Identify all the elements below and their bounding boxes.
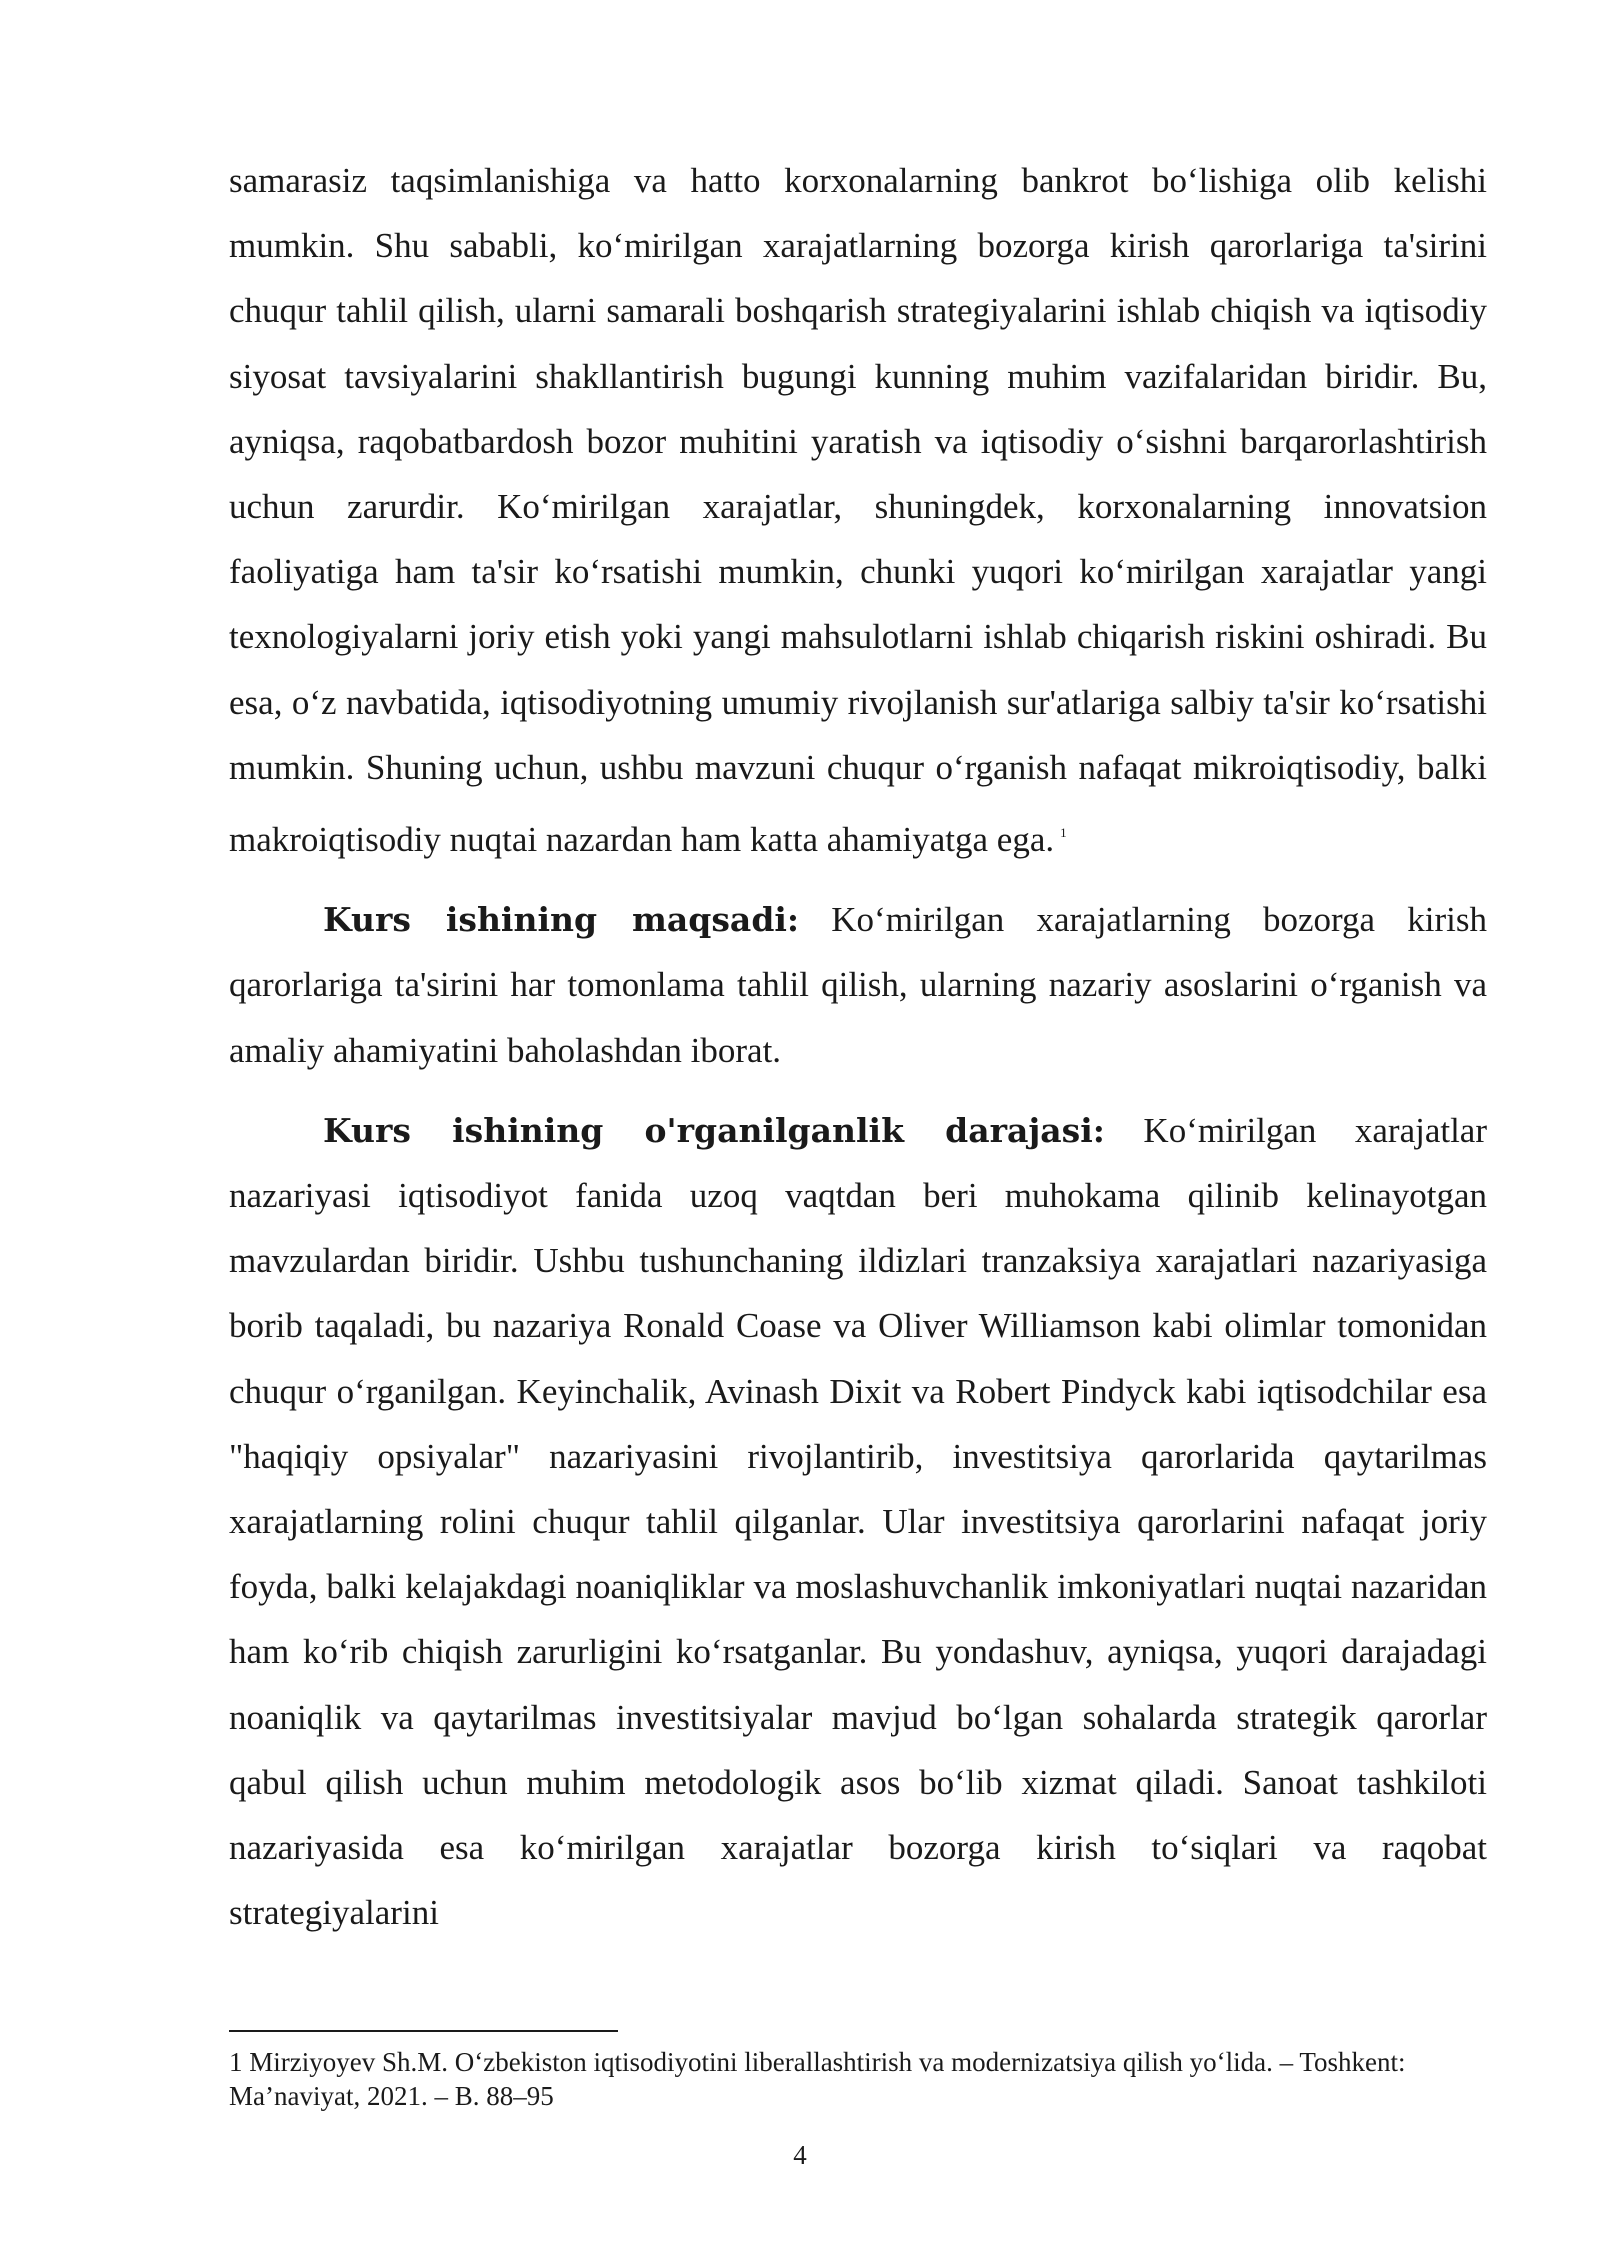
study-level-label: Kurs ishining o'rganilganlik darajasi:: [323, 1110, 1105, 1150]
goal-text: Koʻmirilgan xarajatlarning bozorga kirish qarorlariga ta'sirini har tomonlama tahlil qilish, ularning nazariy asoslarini oʻrganish va amaliy ahamiyatini baholashdan iborat.: [229, 900, 1487, 1070]
goal-label: Kurs ishining maqsadi:: [323, 900, 800, 940]
paragraph-study-level: [229, 1098, 1487, 1946]
study-level-text: Koʻmirilgan xarajatlar nazariyasi iqtisodiyot fanida uzoq vaqtdan beri muhokama qilinib kelinayotgan mavzulardan biridir. Ushbu tushunchaning ildizlari tranzaksiya xarajatlari nazariyasiga borib taqaladi, bu nazariya Ronald Coase va Oliver Williamson kabi olimlar tomonidan chuqur oʻrganilgan. Keyinchalik, Avinash Dixit va Robert Pindyck kabi iqtisodchilar esa "haqiqiy opsiyalar" nazariyasini rivojlantirib, investitsiya qarorlarida qaytarilmas xarajatlarning rolini chuqur tahlil qilganlar. Ular investitsiya qarorlarini nafaqat joriy foyda, balki kelajakdagi noaniqliklar va moslashuvchanlik imkoniyatlari nuqtai nazaridan ham koʻrib chiqish zarurligini koʻrsatganlar. Bu yondashuv, ayniqsa, yuqori darajadagi noaniqlik va qaytarilmas investitsiyalar mavjud boʻlgan sohalarda strategik qarorlar qabul qilish uchun muhim metodologik asos boʻlib xizmat qiladi. Sanoat tashkiloti nazariyasida esa koʻmirilgan xarajatlar bozorga kirish toʻsiqlari va raqobat strategiyalarini: [229, 1110, 1488, 1933]
body-text: [229, 148, 1487, 1945]
page-number: 4: [793, 2140, 807, 2170]
paragraph-intro: [229, 148, 1487, 872]
footnote: 1 Mirziyoyev Sh.M. Oʻzbekiston iqtisodiyotini liberallashtirish va modernizatsiya qilish yoʻlida. – Toshkent: Ma’naviyat, 2021. – B. 88–95: [229, 2047, 1406, 2111]
paragraph-goal: [229, 887, 1487, 1083]
footnote-divider: [229, 2030, 618, 2032]
paragraph-intro-text: samarasiz taqsimlanishiga va hatto korxonalarning bankrot boʻlishiga olib kelishi mumkin. Shu sababli, koʻmirilgan xarajatlarning bozorga kirish qarorlariga ta'sirini chuqur tahlil qilish, ularni samarali boshqarish strategiyalarini ishlab chiqish va iqtisodiy siyosat tavsiyalarini shakllantirish bugungi kunning muhim vazifalaridan biridir. Bu, ayniqsa, raqobatbardosh bozor muhitini yaratish va iqtisodiy oʻsishni barqarorlashtirish uchun zarurdir. Koʻmirilgan xarajatlar, shuningdek, korxonalarning innovatsion faoliyatiga ham ta'sir koʻrsatishi mumkin, chunki yuqori koʻmirilgan xarajatlar yangi texnologiyalarni joriy etish yoki yangi mahsulotlarni ishlab chiqarish riskini oshiradi. Bu esa, oʻz navbatida, iqtisodiyotning umumiy rivojlanish sur'atlariga salbiy ta'sir koʻrsatishi mumkin. Shuning uchun, ushbu mavzuni chuqur oʻrganish nafaqat mikroiqtisodiy, balki makroiqtisodiy nuqtai nazardan ham katta ahamiyatga ega.: [229, 161, 1487, 860]
footnote-reference: 1: [1060, 825, 1067, 841]
